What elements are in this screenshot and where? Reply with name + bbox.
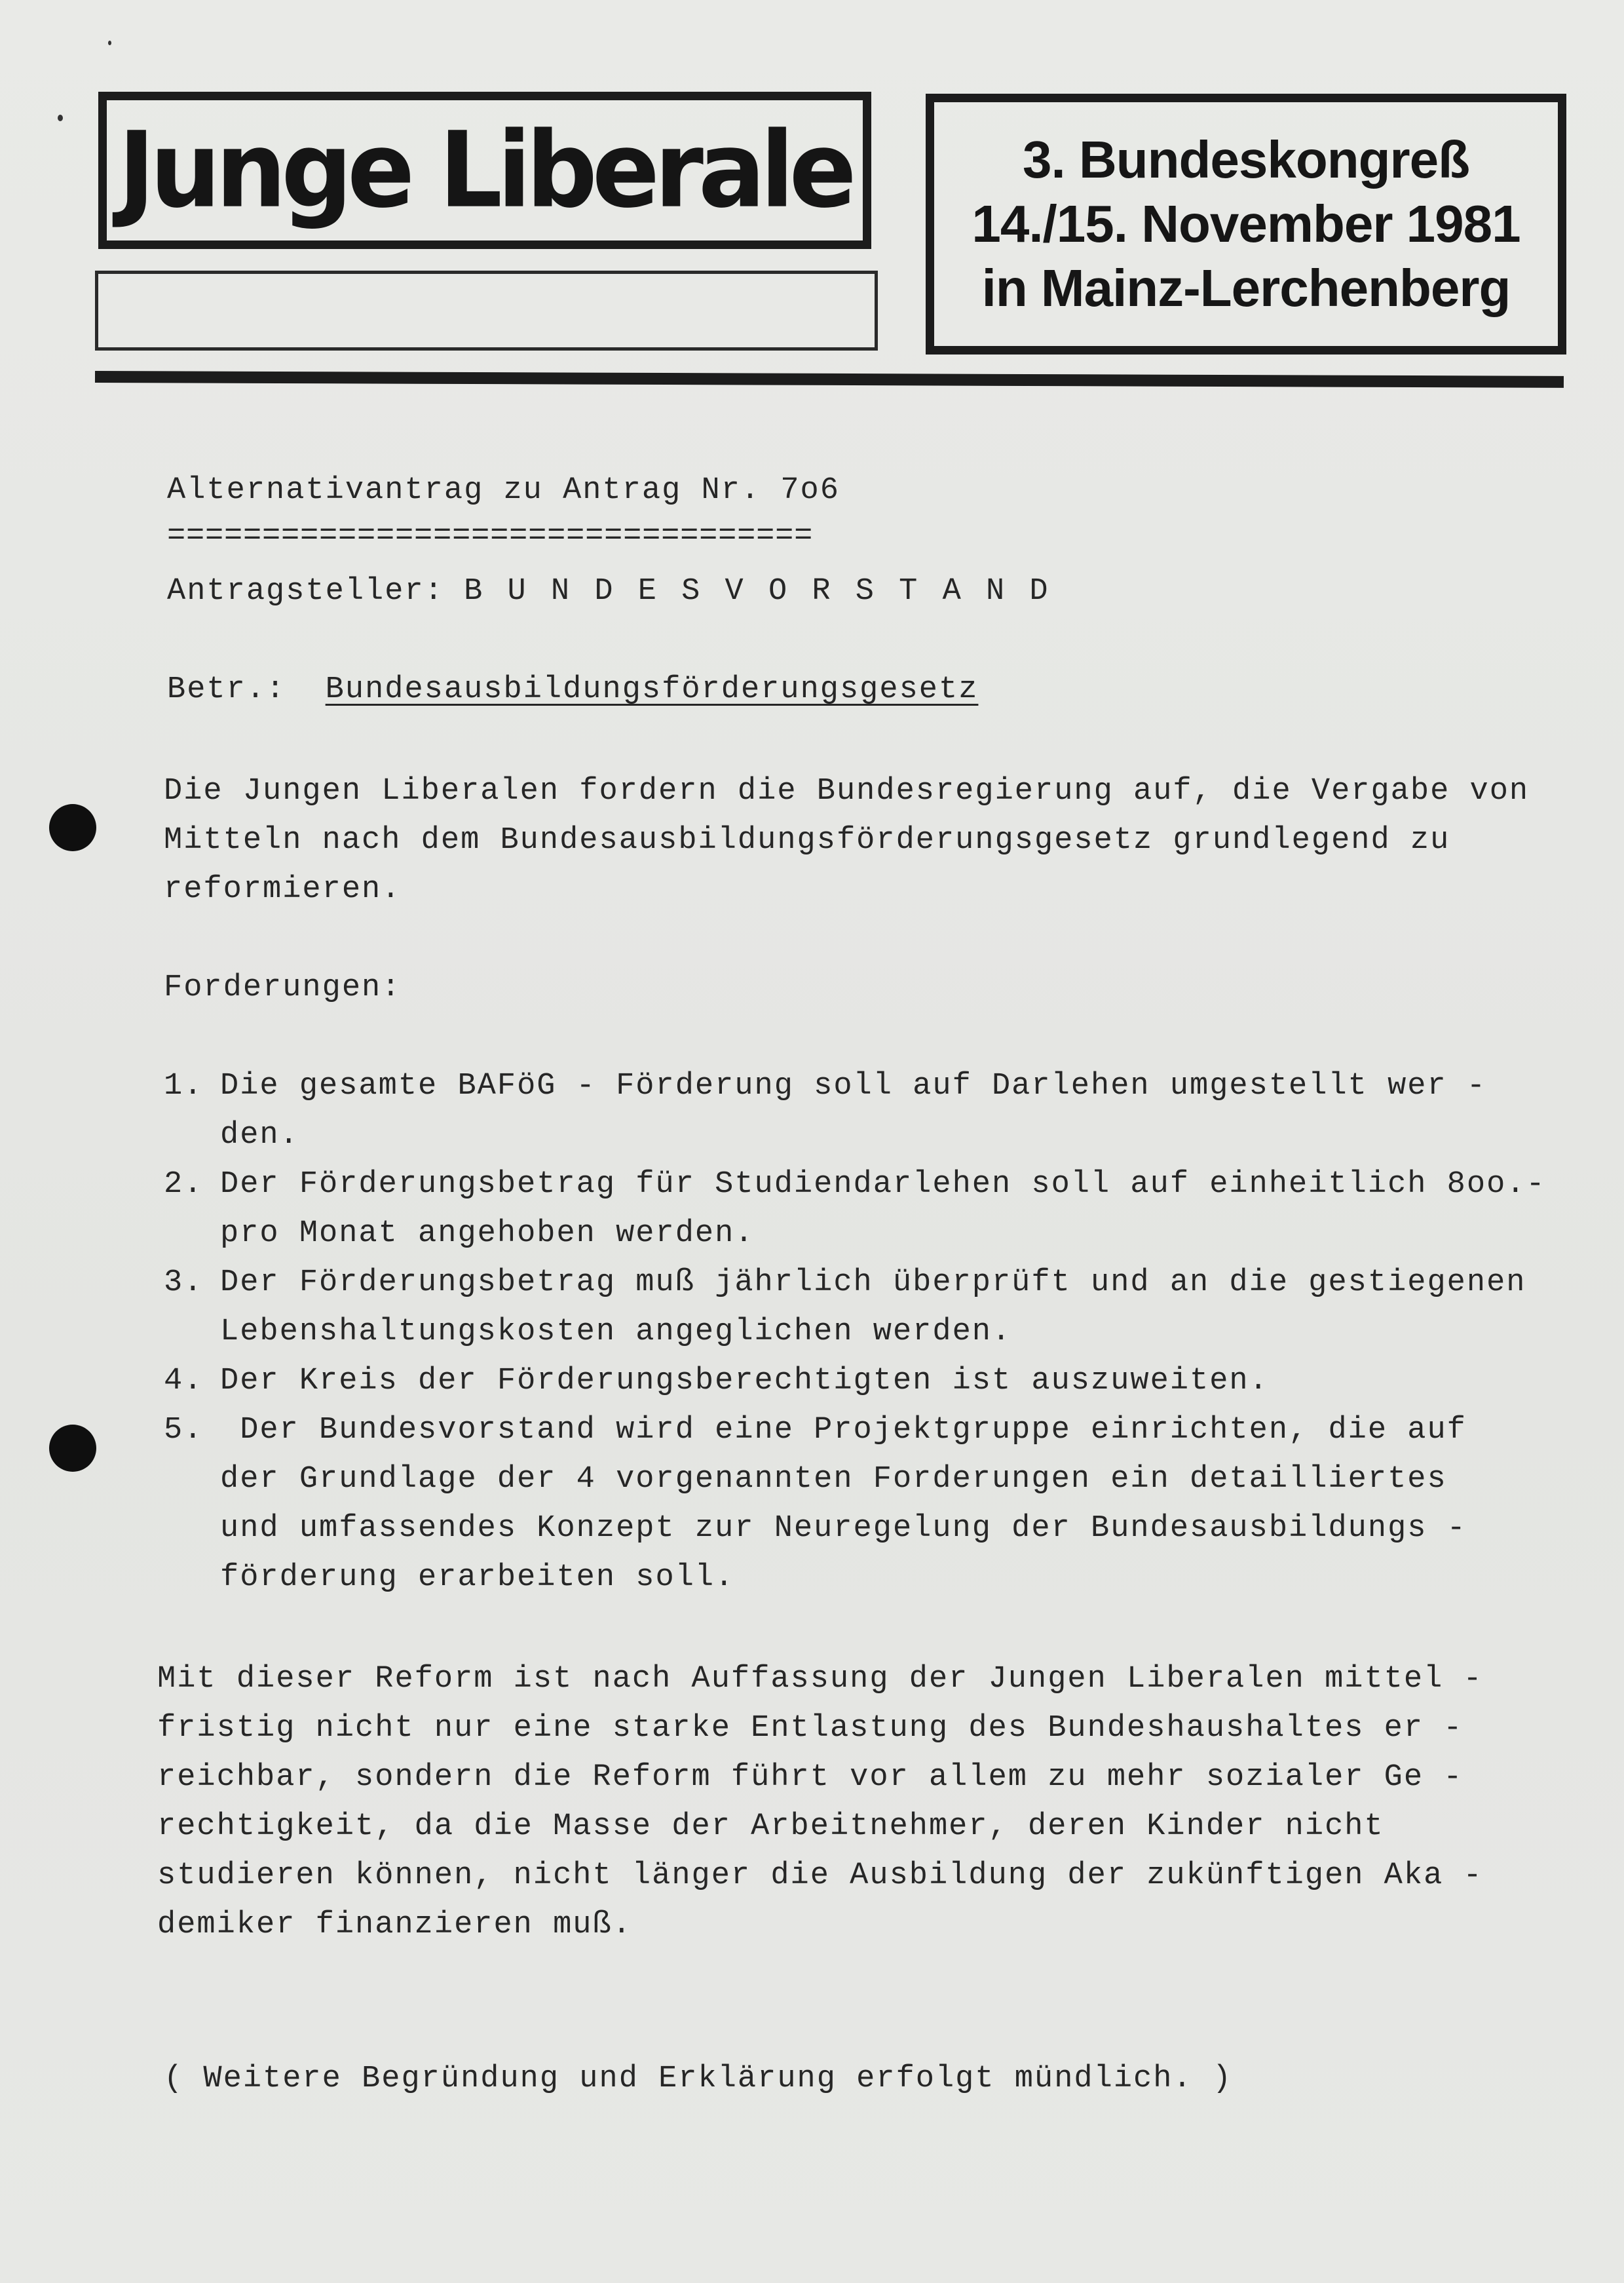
- applicant-line: [167, 574, 1051, 609]
- logo-text: Junge Liberale: [118, 109, 852, 231]
- event-date: 14./15. November 1981: [972, 195, 1520, 253]
- intro-line: reformieren.: [164, 872, 402, 907]
- applicant-value: B U N D E S V O R S T A N D: [464, 574, 1051, 609]
- conclusion-line: reichbar, sondern die Reform führt vor allem zu mehr sozialer Ge -: [157, 1760, 1463, 1795]
- demand-line: förderung erarbeiten soll.: [220, 1560, 735, 1595]
- demand-number: 5.: [164, 1413, 204, 1448]
- event-info-box: [926, 94, 1566, 355]
- closing-note: ( Weitere Begründung und Erklärung erfolgt mündlich. ): [164, 2062, 1233, 2096]
- punch-hole: [49, 1425, 96, 1472]
- subject-value: Bundesausbildungsförderungsgesetz: [325, 672, 979, 707]
- demand-line: und umfassendes Konzept zur Neuregelung der Bundesausbildungs -: [220, 1511, 1467, 1546]
- punch-hole: [49, 804, 96, 851]
- demand-line: pro Monat angehoben werden.: [220, 1216, 755, 1251]
- demand-line: Der Kreis der Förderungsberechtigten ist auszuweiten.: [220, 1364, 1269, 1398]
- title-underline-rule: ==================================: [167, 519, 814, 554]
- subject-line: [167, 672, 978, 708]
- intro-line: Mitteln nach dem Bundesausbildungsförderungsgesetz grundlegend zu: [164, 823, 1450, 858]
- event-title: 3. Bundeskongreß: [1023, 130, 1469, 189]
- demand-line: der Grundlage der 4 vorgenannten Forderungen ein detailliertes: [220, 1462, 1447, 1497]
- demand-number: 2.: [164, 1167, 204, 1202]
- logo-box: [98, 92, 871, 249]
- demand-line: Lebenshaltungskosten angeglichen werden.: [220, 1314, 1012, 1349]
- demand-line: Der Bundesvorstand wird eine Projektgruppe einrichten, die auf: [220, 1413, 1467, 1448]
- paper-speck: [108, 41, 111, 45]
- demands-heading: Forderungen:: [164, 970, 402, 1005]
- conclusion-line: Mit dieser Reform ist nach Auffassung der Jungen Liberalen mittel -: [157, 1662, 1483, 1697]
- blank-field-box: [95, 271, 878, 351]
- conclusion-line: rechtigkeit, da die Masse der Arbeitnehmer, deren Kinder nicht: [157, 1809, 1384, 1844]
- demand-line: den.: [220, 1118, 299, 1153]
- event-location: in Mainz-Lerchenberg: [981, 259, 1511, 317]
- intro-line: Die Jungen Liberalen fordern die Bundesregierung auf, die Vergabe von: [164, 774, 1530, 809]
- demand-number: 4.: [164, 1364, 204, 1398]
- applicant-label: Antragsteller:: [167, 574, 444, 609]
- conclusion-line: studieren können, nicht länger die Ausbildung der zukünftigen Aka -: [157, 1858, 1483, 1893]
- subject-label: Betr.:: [167, 672, 286, 707]
- demand-line: Die gesamte BAFöG - Förderung soll auf Darlehen umgestellt wer -: [220, 1069, 1487, 1103]
- demand-number: 3.: [164, 1265, 204, 1300]
- document-title: Alternativantrag zu Antrag Nr. 7o6: [167, 473, 840, 508]
- demand-number: 1.: [164, 1069, 204, 1103]
- header-divider: [95, 371, 1564, 388]
- demand-line: Der Förderungsbetrag muß jährlich überprüft und an die gestiegenen: [220, 1265, 1526, 1300]
- conclusion-line: fristig nicht nur eine starke Entlastung des Bundeshaushaltes er -: [157, 1711, 1463, 1746]
- demand-line: Der Förderungsbetrag für Studiendarlehen soll auf einheitlich 8oo.-: [220, 1167, 1546, 1202]
- conclusion-line: demiker finanzieren muß.: [157, 1908, 632, 1942]
- paper-speck: [58, 115, 63, 121]
